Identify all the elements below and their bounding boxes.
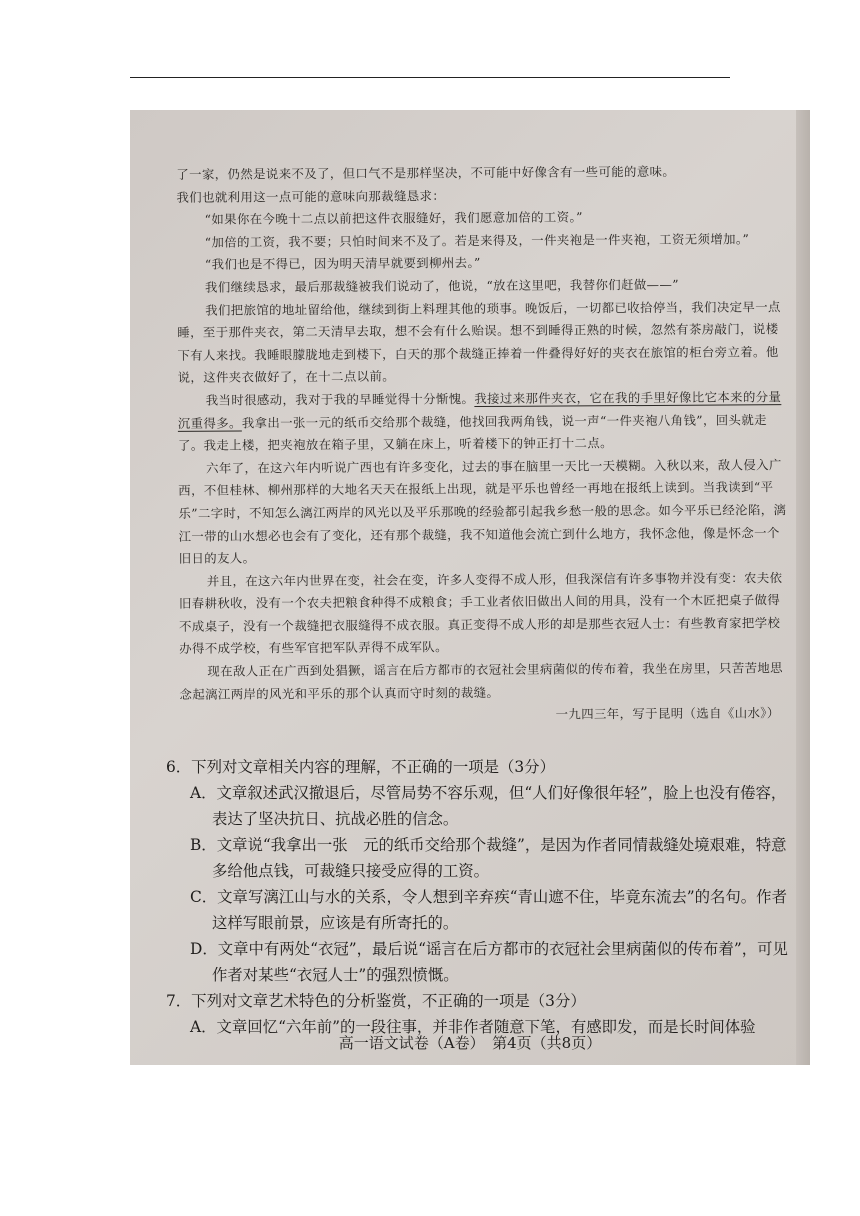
dialogue-line: “我们也是不得已，因为明天清早就要到柳州去。” <box>204 255 481 273</box>
passage-paragraph: 我们把旅馆的地址留给他，继续到街上料理其他的琐事。晚饭后，一切都已收拾停当，我们决定早一点睡，至于那件夹衣，第二天清早去取，想不会有什么贻误。想不到睡得正熟的时候，忽然有茶房敲门，说楼下有人来找。我睡眼朦胧地走到楼下，白天的那个裁缝正捧着一件叠得好好的夹衣在旅馆的柜台旁立着。他说，这件夹衣做好了，在十二点以前。 <box>177 298 781 386</box>
page-shadow-edge <box>796 110 810 1065</box>
passage-line: 了一家，仍然是说来不及了，但口气不是那样坚决，不可能中好像含有一些可能的意味。 <box>176 163 676 182</box>
question-stem: 6．下列对文章相关内容的理解，不正确的一项是（3分） <box>166 758 555 776</box>
exam-page-photo <box>130 110 810 1065</box>
passage-paragraph <box>178 386 786 457</box>
underlined-sentence: 我接过来那件夹衣，它在我的手里好像比它本来的分量沉重得多。 <box>177 389 782 431</box>
passage-paragraph: 六年了，在这六年内听说广西也有许多变化，过去的事在脑里一天比一天模糊。入秋以来，敌人侵入广西，不但桂林、柳州那样的大地名天天在报纸上出现，就是平乐也曾经一再地在报纸上读到。当我读到“平乐”二字时，不知怎么漓江两岸的风光以及平乐那晚的经验都引起我乡愁一般的思念。如今平乐已经沦陷，漓江一带的山水想必也会有了变化，还有那个裁缝，我不知道他会流亡到什么地方，我怀念他，像是怀念一个旧日的友人。 <box>178 456 787 566</box>
question-option: A．文章回忆“六年前”的一段往事，并非作者随意下笔，有感即发，而是长时间体验 <box>190 1018 756 1036</box>
passage-text: 我拿出一张一元的纸币交给那个裁缝，他找回我两角钱，说一声“一件夹袍八角钱”，回头就走了。我走上楼，把夹袍放在箱子里，又躺在床上，听着楼下的钟正打十二点。 <box>177 411 767 453</box>
passage-line: 我们也就利用这一点可能的意味向那裁缝恳求： <box>176 187 446 205</box>
passage-text: 我当时很感动，我对于我的早睡觉得十分惭愧。 <box>205 390 475 408</box>
question-option: B．文章说“我拿出一张 元的纸币交给那个裁缝”，是因为作者同情裁缝处境艰难，特意多给他点钱，可裁缝只接受应得的工资。 <box>190 836 787 880</box>
page-footer: 高一语文试卷（A卷） 第4页（共8页） <box>338 1034 602 1052</box>
question-section <box>166 754 796 1040</box>
question-stem: 7．下列对文章艺术特色的分析鉴赏，不正确的一项是（3分） <box>166 992 586 1010</box>
header-rule <box>130 77 730 78</box>
passage-paragraph: 现在敌人正在广西到处猖獗，谣言在后方都市的衣冠社会里病菌似的传布着，我坐在房里，只苦苦地思念起漓江两岸的风光和平乐的那个认真而守时刻的裁缝。 <box>179 660 783 702</box>
passage-signature: 一九四三年，写于昆明（选自《山水》） <box>555 705 780 722</box>
dialogue-line: “加倍的工资，我不要；只怕时间来不及了。若是来得及，一件夹袍是一件夹袍，工资无须增加。” <box>204 231 750 250</box>
question-option: D．文章中有两处“衣冠”，最后说“谣言在后方都市的衣冠社会里病菌似的传布着”，可见作者对某些“衣冠人士”的强烈愤慨。 <box>190 940 788 984</box>
reading-passage <box>176 160 787 729</box>
dialogue-line: 我们继续恳求，最后那裁缝被我们说动了，他说，“放在这里吧，我替你们赶做——” <box>204 276 680 295</box>
passage-paragraph: 并且，在这六年内世界在变，社会在变，许多人变得不成人形，但我深信有许多事物并没有变：农夫依旧春耕秋收，没有一个农夫把粮食种得不成粮食；手工业者依旧做出人间的用具，没有一个木匠把桌子做得不成桌子，没有一个裁缝把衣服缝得不成衣服。真正变得不成人形的却是那些衣冠人士：有些教育家把学校办得不成学校，有些军官把军队弄得不成军队。 <box>178 569 783 657</box>
dialogue-line: “如果你在今晚十二点以前把这件衣服缝好，我们愿意加倍的工资。” <box>204 209 583 227</box>
question-option: A．文章叙述武汉撤退后，尽管局势不容乐观，但“人们好像很年轻”，脸上也没有倦容，表达了坚决抗日、抗战必胜的信念。 <box>190 784 787 828</box>
question-option: C．文章写漓江山与水的关系，令人想到辛弃疾“青山遮不住，毕竟东流去”的名句。作者这样写眼前景，应该是有所寄托的。 <box>190 888 787 932</box>
